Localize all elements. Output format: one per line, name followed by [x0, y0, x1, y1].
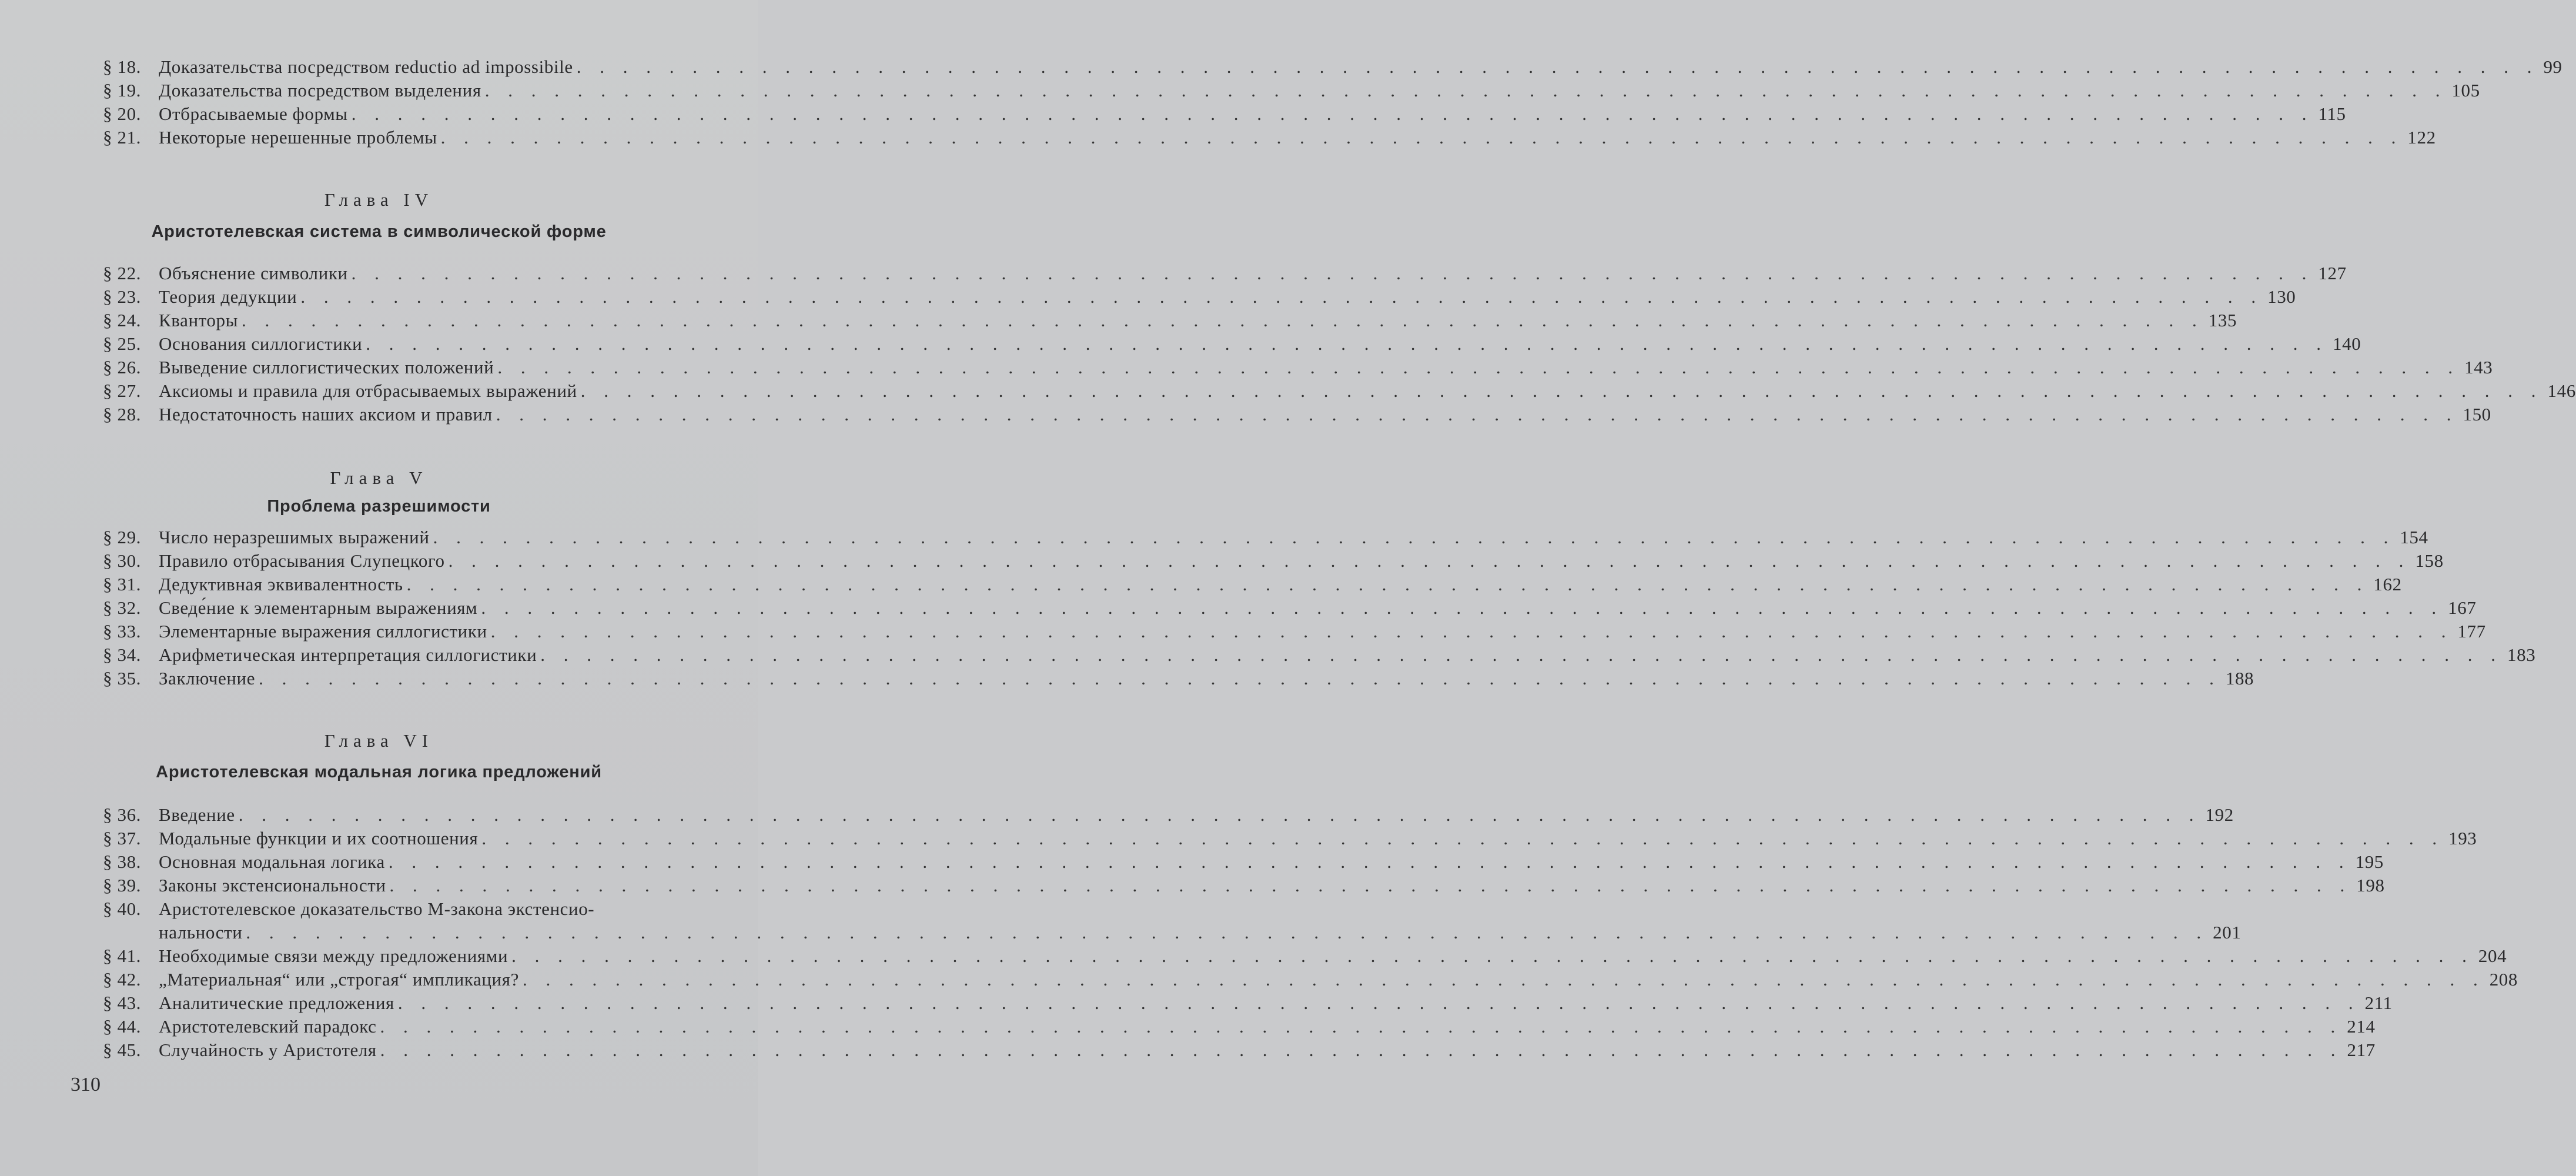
entry-title: Правило отбрасывания Слупецкого: [159, 550, 445, 571]
entry-number: § 20.: [103, 103, 142, 124]
dot-leader: [255, 668, 2226, 689]
dot-leader: [386, 875, 2357, 896]
chapter-label: Глава IV: [324, 189, 434, 210]
entry-title: Доказательства посредством выделения: [159, 80, 481, 101]
entry-title: Аналитические предложения: [159, 993, 394, 1013]
entry-number: § 22.: [103, 263, 142, 283]
chapter-title: Аристотелевская модальная логика предложений: [156, 763, 602, 781]
dot-leader: [385, 851, 2356, 873]
entry-number: § 39.: [103, 875, 142, 896]
entry-title: Отбрасываемые формы: [159, 103, 348, 124]
toc-entry: [103, 621, 2486, 644]
entry-page: 183: [2507, 644, 2536, 665]
entry-title: Элементарные выражения силлогистики: [159, 621, 487, 642]
dot-leader: [377, 1040, 2347, 1061]
entry-number: § 19.: [103, 80, 142, 101]
entry-title: Кванторы: [159, 310, 239, 330]
toc-entry: [103, 550, 2444, 574]
dot-leader: [519, 969, 2490, 990]
dot-leader: [430, 527, 2400, 548]
toc-entry: [103, 851, 2384, 875]
entry-title: Некоторые нерешенные проблемы: [159, 127, 437, 148]
dot-leader: [537, 644, 2507, 666]
entry-title: Выведение силлогистических положений: [159, 357, 494, 377]
chapter-title: Аристотелевская система в символической форме: [151, 222, 607, 241]
entry-title: Модальные функции и их соотношения: [159, 828, 479, 848]
toc-entry: [103, 80, 2480, 103]
entry-title: Сведе́ние к элементарным выражениям: [159, 597, 478, 618]
toc-entry: [103, 333, 2361, 357]
entry-title: Недостаточность наших аксиом и правил: [159, 404, 493, 425]
entry-title-continued: нальности: [159, 922, 243, 943]
toc-entry: [103, 993, 2393, 1016]
entry-page: 211: [2364, 993, 2393, 1013]
entry-title: Основная модальная логика: [159, 851, 385, 872]
entry-number: § 38.: [103, 851, 142, 872]
entry-title: Арифметическая интерпретация силлогистики: [159, 644, 537, 665]
toc-entry: [103, 969, 2518, 993]
entry-page: 198: [2356, 875, 2385, 896]
toc-entry: [103, 875, 2385, 898]
toc-entry: [103, 380, 2576, 404]
dot-leader: [445, 550, 2416, 572]
entry-page: 201: [2213, 922, 2242, 943]
entry-title: Необходимые связи между предложениями: [159, 946, 508, 966]
toc-chapter-5: [103, 527, 2536, 691]
entry-page: 217: [2347, 1040, 2376, 1060]
dot-leader: [494, 357, 2464, 378]
dot-leader: [477, 597, 2448, 619]
entry-title: Аристотелевский парадокс: [159, 1016, 377, 1037]
toc-entry: [103, 946, 2507, 969]
entry-number: § 41.: [103, 946, 142, 966]
toc-entry: [103, 1040, 2376, 1063]
entry-page: 193: [2448, 828, 2477, 848]
toc-entry: [103, 574, 2402, 597]
toc-entry: [103, 357, 2493, 380]
entry-number: § 24.: [103, 310, 142, 330]
entry-number: § 42.: [103, 969, 142, 990]
toc-entry: [103, 404, 2491, 427]
entry-number: § 26.: [103, 357, 142, 377]
entry-number: § 33.: [103, 621, 142, 642]
entry-title: Заключение: [159, 668, 256, 689]
entry-title: „Материальная“ или „строгая“ импликация?: [159, 969, 519, 990]
entry-title: Аристотелевское доказательство M-закона экстенсио-: [159, 898, 595, 919]
entry-number: § 27.: [103, 380, 142, 401]
dot-leader: [481, 80, 2452, 101]
entry-page: 208: [2489, 969, 2518, 990]
entry-number: § 34.: [103, 644, 142, 665]
toc-chapter-6: [103, 804, 2518, 1063]
entry-page: 122: [2407, 127, 2436, 148]
dot-leader: [348, 263, 2319, 284]
entry-number: § 28.: [103, 404, 142, 425]
dot-leader: [577, 380, 2548, 402]
toc-entry: [103, 898, 691, 922]
entry-number: § 37.: [103, 828, 142, 848]
toc-entry: [103, 828, 2477, 851]
page-number: 310: [71, 1074, 101, 1095]
entry-title: Доказательства посредством reductio ad impossibile: [159, 56, 573, 77]
dot-leader: [297, 286, 2267, 308]
dot-leader: [235, 804, 2206, 826]
entry-page: 214: [2347, 1016, 2376, 1037]
entry-number: § 36.: [103, 804, 142, 825]
entry-number: § 32.: [103, 597, 142, 618]
toc-entry: [103, 597, 2477, 621]
entry-page: 99: [2543, 56, 2562, 77]
dot-leader: [348, 103, 2319, 125]
entry-number: § 40.: [103, 898, 142, 919]
entry-number: § 35.: [103, 668, 142, 689]
entry-page: 130: [2267, 286, 2296, 307]
chapter-label: Глава VI: [324, 730, 434, 751]
entry-title: Основания силлогистики: [159, 333, 363, 354]
dot-leader: [493, 404, 2463, 425]
entry-number: § 23.: [103, 286, 142, 307]
dot-leader: [573, 56, 2544, 78]
toc-entry: [103, 310, 2237, 333]
entry-title: Дедуктивная эквивалентность: [159, 574, 403, 594]
toc-entry: [103, 263, 2347, 286]
toc-entry: [103, 804, 2234, 828]
entry-page: 167: [2448, 597, 2477, 618]
entry-page: 177: [2457, 621, 2486, 642]
entry-page: 135: [2208, 310, 2237, 330]
entry-number: § 31.: [103, 574, 142, 594]
entry-page: 162: [2373, 574, 2402, 594]
entry-title: Аксиомы и правила для отбрасываемых выражений: [159, 380, 577, 401]
entry-page: 150: [2463, 404, 2491, 425]
entry-page: 127: [2318, 263, 2347, 283]
toc-entry: [103, 668, 2254, 691]
toc-group-continued: [103, 56, 2562, 151]
dot-leader: [394, 993, 2365, 1014]
toc-entry: [103, 286, 2296, 310]
entry-title: Законы экстенсиональности: [159, 875, 386, 896]
entry-number: § 29.: [103, 527, 142, 547]
dot-leader: [242, 922, 2213, 943]
entry-page: 115: [2318, 103, 2346, 124]
entry-page: 105: [2451, 80, 2480, 101]
entry-title: Число неразрешимых выражений: [159, 527, 430, 547]
entry-number: § 45.: [103, 1040, 142, 1060]
toc-entry: [103, 56, 2562, 80]
toc-entry: [103, 527, 2428, 550]
entry-page: 154: [2400, 527, 2428, 547]
entry-page: 188: [2225, 668, 2254, 689]
entry-page: 143: [2464, 357, 2493, 377]
entry-page: 204: [2478, 946, 2507, 966]
entry-number: § 30.: [103, 550, 142, 571]
entry-title: Введение: [159, 804, 235, 825]
dot-leader: [403, 574, 2374, 595]
dot-leader: [478, 828, 2448, 849]
entry-page: 146: [2547, 380, 2576, 401]
entry-page: 140: [2333, 333, 2361, 354]
entry-number: § 18.: [103, 56, 142, 77]
entry-page: 192: [2205, 804, 2234, 825]
toc-chapter-4: [103, 263, 2576, 427]
entry-number: § 21.: [103, 127, 142, 148]
toc-entry: [103, 127, 2436, 151]
dot-leader: [437, 127, 2408, 148]
chapter-title: Проблема разрешимости: [267, 497, 491, 516]
entry-title: Теория дедукции: [159, 286, 297, 307]
chapter-label: Глава V: [330, 467, 428, 488]
entry-page: 195: [2355, 851, 2384, 872]
dot-leader: [377, 1016, 2347, 1037]
entry-page: 158: [2415, 550, 2444, 571]
toc-entry-continuation: [103, 922, 2242, 946]
dot-leader: [508, 946, 2478, 967]
entry-number: § 44.: [103, 1016, 142, 1037]
entry-title: Случайность у Аристотеля: [159, 1040, 377, 1060]
toc-entry: [103, 1016, 2376, 1040]
entry-title: Объяснение символики: [159, 263, 348, 283]
dot-leader: [362, 333, 2333, 355]
entry-number: § 43.: [103, 993, 142, 1013]
toc-entry: [103, 644, 2536, 668]
toc-entry: [103, 103, 2346, 127]
dot-leader: [487, 621, 2458, 642]
entry-number: § 25.: [103, 333, 142, 354]
dot-leader: [238, 310, 2209, 331]
